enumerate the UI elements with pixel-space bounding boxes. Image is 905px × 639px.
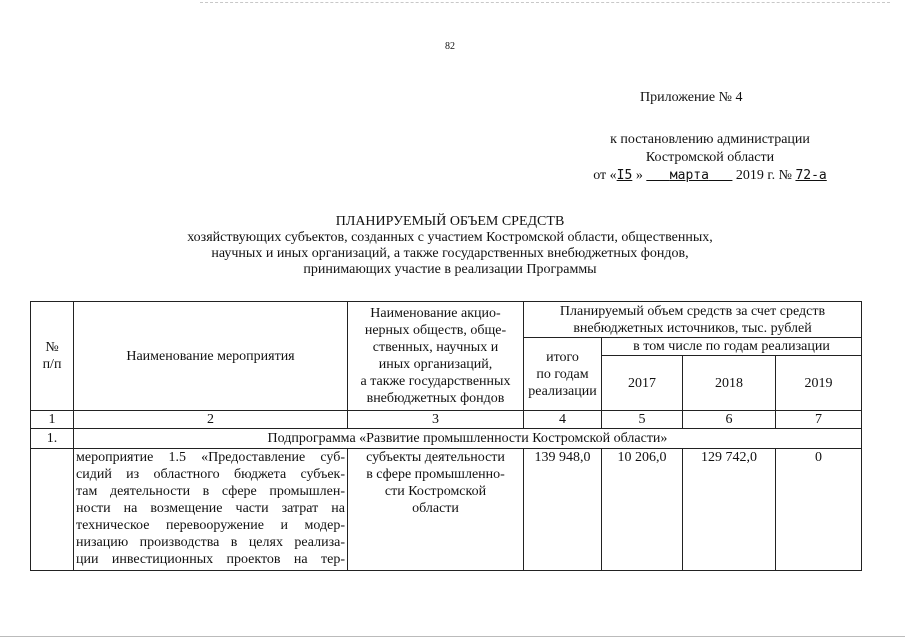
- row-2018: 129 742,0: [683, 449, 776, 571]
- heading-line-3: научных и иных организаций, а также государственных внебюджетных фондов,: [211, 246, 689, 261]
- header-org-line-6: внебюджетных фондов: [366, 391, 505, 406]
- row-2019: 0: [776, 449, 862, 571]
- scan-bottom-edge: [0, 636, 905, 637]
- header-org: [348, 302, 524, 411]
- appendix-title: Приложение № 4: [640, 90, 743, 105]
- heading-title: ПЛАНИРУЕМЫЙ ОБЪЕМ СРЕДСТВ: [335, 214, 565, 229]
- decree-reference: [560, 131, 860, 185]
- header-planned-line-2: внебюджетных источников, тыс. рублей: [573, 320, 812, 336]
- col-number-5: 5: [602, 411, 683, 429]
- header-by-years: в том числе по годам реализации: [602, 338, 862, 356]
- date-month-text: марта: [669, 168, 709, 183]
- heading-line-4: принимающих участие в реализации Программы: [303, 262, 597, 277]
- row-org-line-4: области: [412, 501, 459, 516]
- header-org-line-1: Наименование акцио-: [370, 306, 501, 321]
- header-total: [524, 338, 602, 411]
- decree-line-2: Костромской области: [645, 150, 775, 165]
- row-org-line-2: в сфере промышленно-: [366, 467, 505, 482]
- table-row: [31, 449, 862, 571]
- row-total: 139 948,0: [524, 449, 602, 571]
- header-total-line-2: по годам: [536, 366, 589, 382]
- col-number-7: 7: [776, 411, 862, 429]
- page-number: 82: [445, 41, 455, 52]
- col-number-4: 4: [524, 411, 602, 429]
- header-num-line-1: №: [45, 340, 59, 355]
- header-year-2017: 2017: [602, 356, 683, 411]
- header-year-2019: 2019: [776, 356, 862, 411]
- decree-line-1: к постановлению администрации: [610, 132, 810, 147]
- row-event: [74, 449, 348, 571]
- header-org-line-5: а также государственных: [360, 374, 511, 389]
- row-event-line-3: там деятельности в сфере промышлен-: [76, 484, 345, 499]
- header-total-line-1: итого: [546, 349, 579, 365]
- date-year: 2019 г. №: [735, 168, 792, 183]
- header-org-line-4: иных организаций,: [378, 357, 493, 372]
- row-org-line-3: сти Костромской: [384, 484, 487, 499]
- decree-number: 72-а: [795, 168, 827, 183]
- col-number-3: 3: [348, 411, 524, 429]
- row-event-line-2: сидий из областного бюджета субъек-: [76, 467, 345, 482]
- row-event-line-1: мероприятие 1.5 «Предоставление суб-: [76, 450, 345, 465]
- header-org-line-2: нерных обществ, обще-: [364, 323, 507, 338]
- row-event-line-4: ности на возмещение части затрат на: [76, 501, 345, 516]
- row-2017: 10 206,0: [602, 449, 683, 571]
- col-number-6: 6: [683, 411, 776, 429]
- col-number-1: 1: [31, 411, 74, 429]
- document-heading: [100, 214, 800, 278]
- row-org-line-1: субъекты деятельности: [366, 450, 505, 465]
- scan-top-edge: [200, 2, 890, 3]
- row-org: [348, 449, 524, 571]
- header-total-line-3: реализации: [528, 383, 597, 399]
- header-year-2018: 2018: [683, 356, 776, 411]
- header-num: [31, 302, 74, 411]
- header-planned-line-1: Планируемый объем средств за счет средств: [559, 303, 826, 319]
- header-event: Наименование мероприятия: [74, 302, 348, 411]
- decree-date-line: [560, 167, 860, 185]
- row-num: [31, 449, 74, 571]
- date-day: I5: [616, 168, 633, 183]
- row-event-line-5: техническое перевооружение и модер-: [76, 518, 345, 533]
- date-prefix: от «: [593, 168, 617, 183]
- funding-table: [30, 301, 862, 571]
- section-title: Подпрограмма «Развитие промышленности Костромской области»: [74, 429, 862, 449]
- date-mid: »: [635, 168, 643, 183]
- section-num: 1.: [31, 429, 74, 449]
- header-num-line-2: п/п: [42, 357, 62, 372]
- header-planned: [524, 302, 862, 338]
- header-org-line-3: ственных, научных и: [372, 340, 499, 355]
- row-event-line-7: ции инвестиционных проектов на тер-: [76, 552, 345, 567]
- row-event-line-6: низацию производства в целях реализа-: [76, 535, 345, 550]
- date-month: [646, 168, 732, 183]
- col-number-2: 2: [74, 411, 348, 429]
- heading-line-2: хозяйствующих субъектов, созданных с участием Костромской области, общественных,: [187, 230, 713, 245]
